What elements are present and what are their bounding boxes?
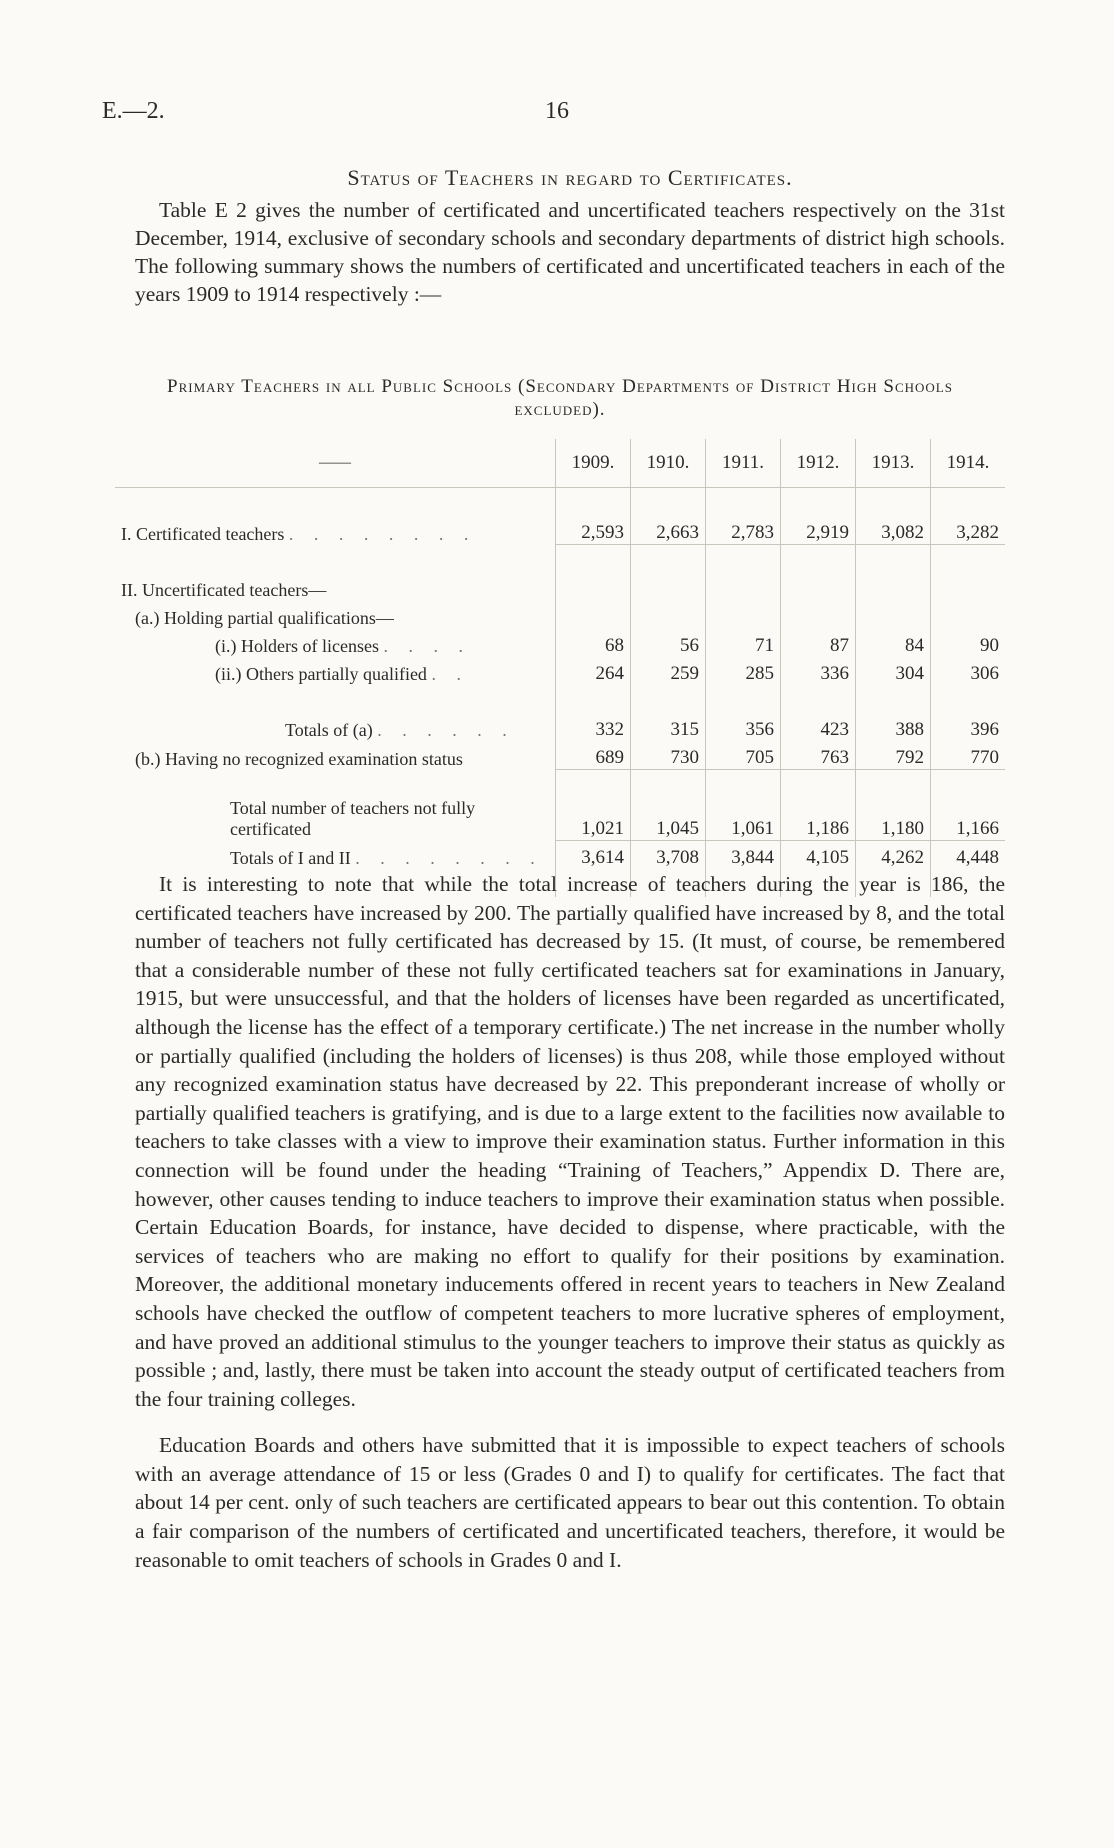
table-cell: 356: [706, 713, 781, 741]
table-row: [115, 516, 1005, 545]
table-cell: 396: [931, 713, 1006, 741]
table-cell: 3,844: [706, 840, 781, 869]
table-cell: 56: [631, 629, 706, 657]
table-row: [115, 713, 1005, 741]
table-cell: 763: [781, 741, 856, 770]
table-cell: 264: [556, 657, 631, 685]
table-row: [115, 657, 1005, 685]
table-cell: 1,180: [856, 798, 931, 840]
table-cell: 4,262: [856, 840, 931, 869]
leader-dots: . . . . . .: [377, 720, 515, 740]
table-cell: 71: [706, 629, 781, 657]
intro-paragraph: Table E 2 gives the number of certificated and uncertificated teachers respectively on the 31st December, 1914, exclusive of secondary schools and secondary departments of district high schools. The following summary shows the numbers of certificated and uncertificated teachers in each of the years 1909 to 1914 respectively :—: [135, 198, 1005, 306]
page-header: [102, 98, 1012, 132]
leader-dots: . .: [431, 664, 469, 684]
leader-dots: . . . . . . . .: [355, 847, 543, 868]
table-cell: 1,021: [556, 798, 631, 840]
year-header: 1914.: [931, 439, 1006, 488]
table-cell: 332: [556, 713, 631, 741]
year-header: 1913.: [856, 439, 931, 488]
row-label: I. Certificated teachers: [121, 523, 285, 544]
row-label: Totals of (a): [285, 720, 373, 740]
table-cell: 1,061: [706, 798, 781, 840]
leader-dots: . . . .: [383, 636, 471, 656]
year-header: 1910.: [631, 439, 706, 488]
table-cell: 2,663: [631, 516, 706, 545]
table-cell: 1,045: [631, 798, 706, 840]
table-cell: 259: [631, 657, 706, 685]
corner-cell: ——: [115, 439, 556, 488]
table-cell: 3,282: [931, 516, 1006, 545]
table-heading: Primary Teachers in all Public Schools (Secondary Departments of District High Schools excluded).: [167, 376, 953, 420]
row-label: (b.) Having no recognized examination status: [135, 748, 463, 769]
table-cell: 4,105: [781, 840, 856, 869]
table-cell: 285: [706, 657, 781, 685]
table-cell: 792: [856, 741, 931, 770]
table-cell: 2,593: [556, 516, 631, 545]
table-cell: 90: [931, 629, 1006, 657]
table-cell: 423: [781, 713, 856, 741]
table-row: [115, 573, 1005, 601]
table-cell: 306: [931, 657, 1006, 685]
table-row: [115, 741, 1005, 770]
body-text: [135, 870, 1005, 1592]
table-cell: 68: [556, 629, 631, 657]
teachers-table: [115, 439, 1005, 897]
row-label: II. Uncertificated teachers—: [121, 580, 327, 600]
table-cell: 3,708: [631, 840, 706, 869]
table-row: [115, 798, 1005, 840]
year-header: 1909.: [556, 439, 631, 488]
table-cell: 3,614: [556, 840, 631, 869]
table-cell: 4,448: [931, 840, 1006, 869]
teachers-table-block: [115, 375, 1005, 897]
table-cell: 87: [781, 629, 856, 657]
row-label: Totals of I and II: [230, 847, 351, 868]
table-header-row: [115, 439, 1005, 488]
year-header: 1911.: [706, 439, 781, 488]
table-row: [115, 601, 1005, 629]
table-cell: 388: [856, 713, 931, 741]
body-paragraph: Education Boards and others have submitted that it is impossible to expect teachers of schools with an average attendance of 15 or less (Grades 0 and I) to qualify for certificates. The fact that about 14 per cent. only of such teachers are certificated appears to bear out this contention. To obtain a fair comparison of the numbers of certificated and uncertificated teachers, therefore, it would be reasonable to omit teachers of schools in Grades 0 and I.: [135, 1433, 1005, 1572]
page-number: 16: [545, 98, 569, 124]
report-reference: E.—2.: [102, 98, 165, 124]
table-cell: 3,082: [856, 516, 931, 545]
table-cell: 2,919: [781, 516, 856, 545]
table-cell: 2,783: [706, 516, 781, 545]
table-cell: 1,166: [931, 798, 1006, 840]
body-paragraph: It is interesting to note that while the total increase of teachers during the year is 186, the certificated teachers have increased by 200. The partially qualified have increased by 8, and the total number of teachers not fully certificated has decreased by 15. (It must, of course, be remembered that a considerable number of these not fully certificated teachers sat for examinations in January, 1915, but were unsuccessful, and that the holders of licenses have been regarded as uncertificated, although the license has the effect of a temporary certificate.) The net increase in the number wholly or partially qualified (including the holders of licenses) is thus 208, while those employed without any recognized examination status have decreased by 22. This preponderant increase of wholly or partially qualified teachers is gratifying, and is due to a large extent to the facilities now available to teachers to take classes with a view to improve their examination status. Further information in this connection will be found under the heading “Training of Teachers,” Appendix D. There are, however, other causes tending to induce teachers to improve their examination status when possible. Certain Education Boards, for instance, have decided to dispense, where practicable, with the services of teachers who are making no effort to qualify for their positions by examination. Moreover, the additional monetary inducements offered in recent years to teachers in New Zealand schools have checked the outflow of competent teachers to more lucrative spheres of employment, and have proved an additional stimulus to the younger teachers to improve their status as quickly as possible ; and, lastly, there must be taken into account the steady output of certificated teachers from the four training colleges.: [135, 872, 1005, 1411]
table-cell: 770: [931, 741, 1006, 770]
year-header: 1912.: [781, 439, 856, 488]
table-cell: 315: [631, 713, 706, 741]
table-row: [115, 840, 1005, 869]
table-cell: 705: [706, 741, 781, 770]
table-cell: 304: [856, 657, 931, 685]
table-cell: 730: [631, 741, 706, 770]
table-cell: 1,186: [781, 798, 856, 840]
intro-section: [135, 164, 1005, 308]
table-cell: 689: [556, 741, 631, 770]
leader-dots: . . . . . . . .: [288, 523, 477, 544]
table-cell: 336: [781, 657, 856, 685]
section-heading: Status of Teachers in regard to Certificates.: [347, 165, 793, 190]
table-cell: 84: [856, 629, 931, 657]
table-row: [115, 629, 1005, 657]
row-label: (a.) Holding partial qualifications—: [135, 608, 394, 628]
row-label: (i.) Holders of licenses: [215, 636, 379, 656]
row-label: Total number of teachers not fully certificated: [230, 798, 476, 839]
row-label: (ii.) Others partially qualified: [215, 664, 427, 684]
